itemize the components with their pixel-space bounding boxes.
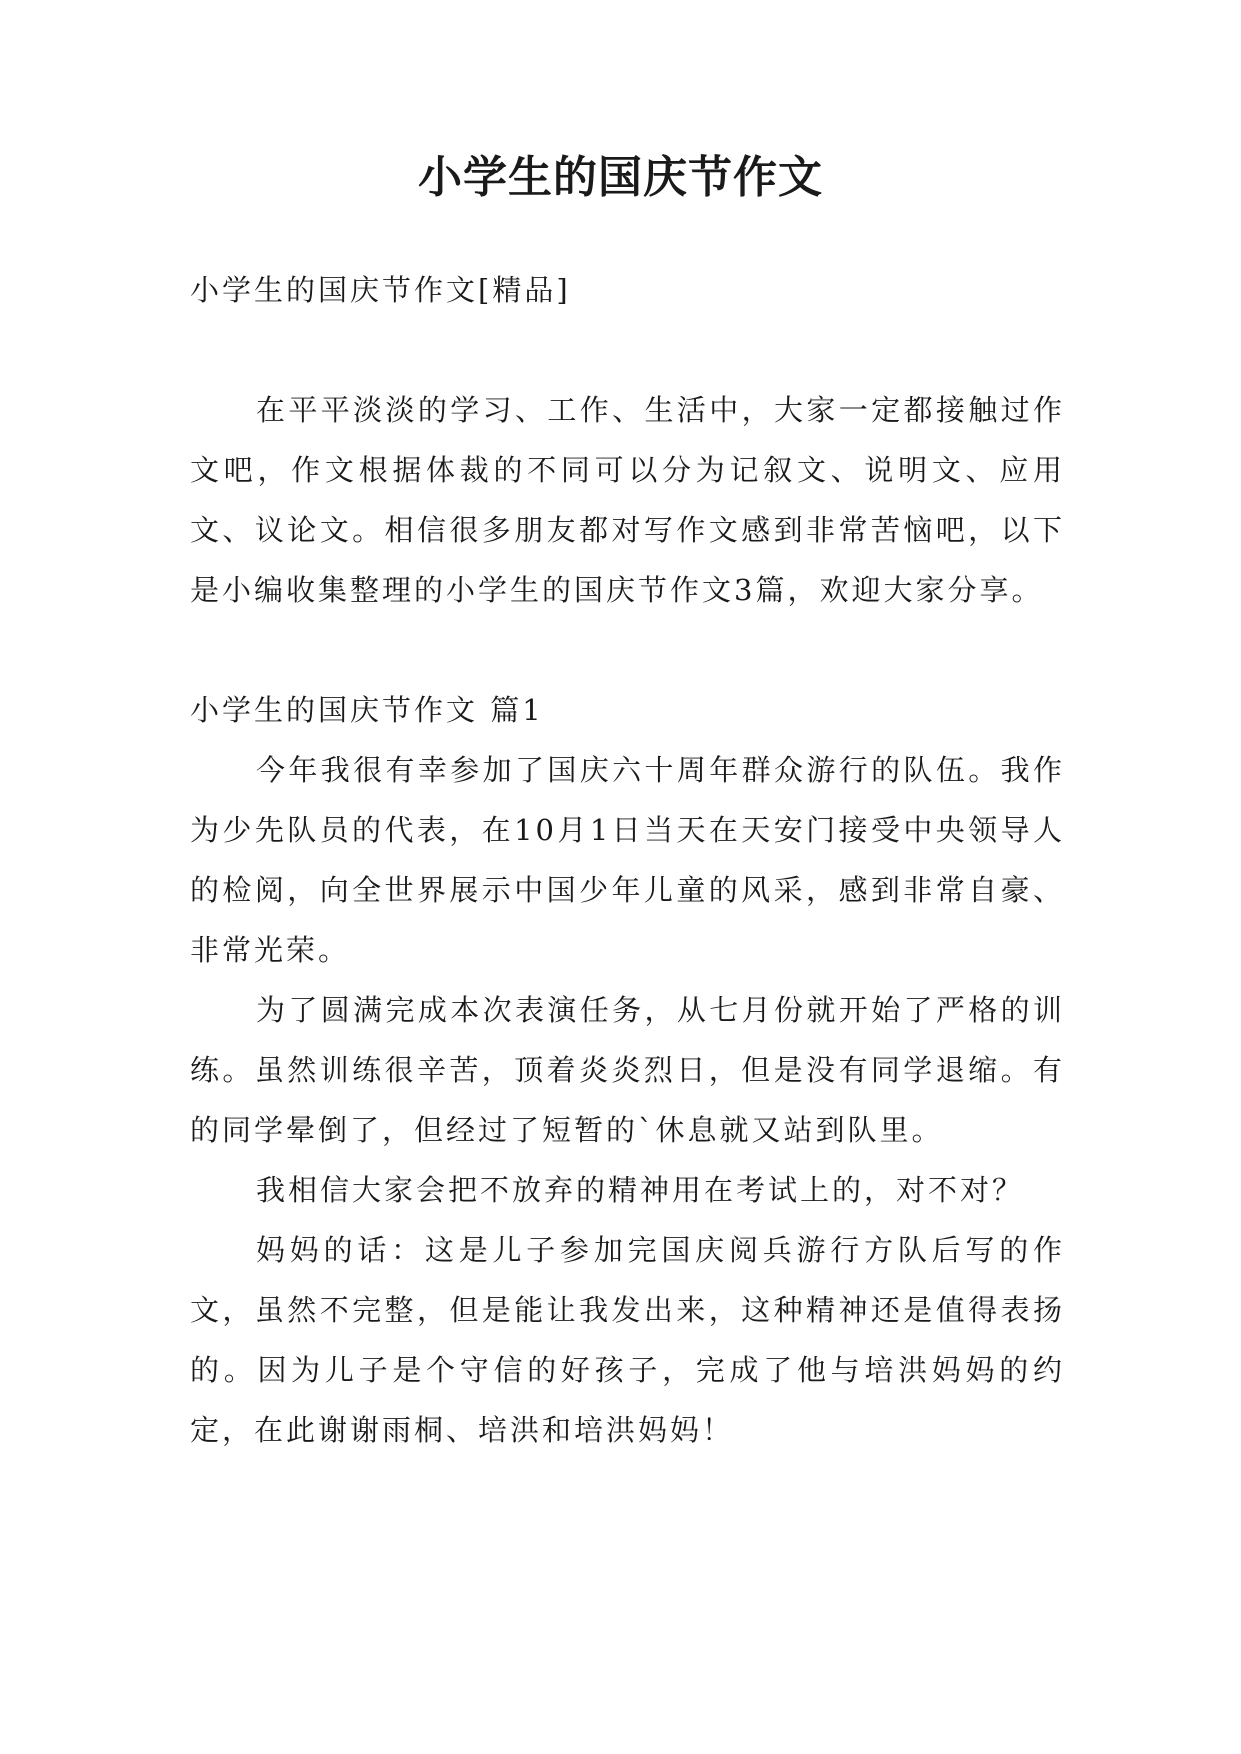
body-paragraph: 我相信大家会把不放弃的精神用在考试上的，对不对？ <box>256 1173 1025 1207</box>
body-paragraph: 妈妈的话：这是儿子参加完国庆阅兵游行方队后写的作文，虽然不完整，但是能让我发出来，这种精神还是值得表扬的。因为儿子是个守信的好孩子，完成了他与培洪妈妈的约定，在此谢谢雨桐、培洪和培洪妈妈！ <box>190 1233 1065 1447</box>
section-heading: 小学生的国庆节作文 篇1 <box>190 693 544 727</box>
document-title: 小学生的国庆节作文 <box>418 152 823 203</box>
intro-paragraph: 在平平淡淡的学习、工作、生活中，大家一定都接触过作文吧，作文根据体裁的不同可以分为记叙文、说明文、应用文、议论文。相信很多朋友都对写作文感到非常苦恼吧，以下是小编收集整理的小学生的国庆节作文3篇，欢迎大家分享。 <box>190 393 1065 607</box>
body-paragraph: 今年我很有幸参加了国庆六十周年群众游行的队伍。我作为少先队员的代表，在10月1日当天在天安门接受中央领导人的检阅，向全世界展示中国少年儿童的风采，感到非常自豪、非常光荣。 <box>190 753 1065 967</box>
document-subtitle: 小学生的国庆节作文[精品] <box>190 273 571 307</box>
document-body <box>190 260 1065 1460</box>
body-paragraph: 为了圆满完成本次表演任务，从七月份就开始了严格的训练。虽然训练很辛苦，顶着炎炎烈日，但是没有同学退缩。有的同学晕倒了，但经过了短暂的`休息就又站到队里。 <box>190 993 1065 1147</box>
